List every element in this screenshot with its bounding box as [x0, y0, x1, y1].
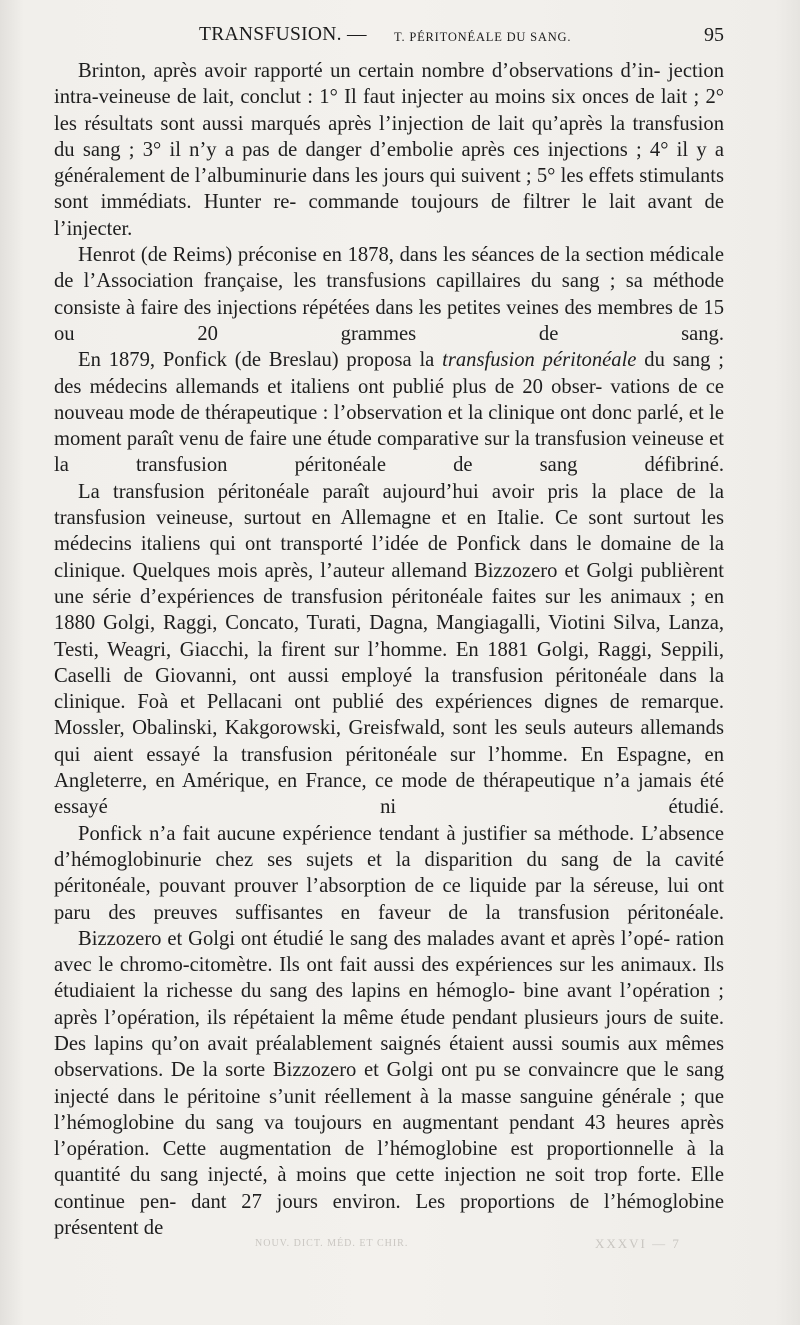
text-line: les médecins italiens qui ont transporté l’idée de Ponfick dans le domaine [54, 507, 725, 556]
paragraph-italian-physicians [54, 479, 724, 821]
signature-number: XXXVI — 7 [595, 1236, 681, 1251]
text-line: publièrent une série d’expériences de transfusion péritonéale faites sur [54, 559, 724, 608]
text-line: la transfusion péritonéale dans la clinique. Foà et Pellacani ont publié [54, 664, 725, 714]
text-line: La transfusion péritonéale paraît aujourd’hui avoir pris la place de la [78, 480, 724, 503]
text-line: réellement à la masse sanguine générale ; que l’hémoglobine du sang va [54, 1085, 724, 1134]
page-number: 95 [704, 24, 724, 46]
text-line: pendant plusieurs jours de suite. Des lapins qu’on avait préalablement [54, 1006, 724, 1055]
text-line: toujours en augmentant pendant 43 heures après l’opération. Cette [54, 1111, 724, 1161]
paragraph-ponfick-method [54, 821, 724, 926]
paragraph-bizzozero-golgi [54, 926, 724, 1242]
running-header [54, 24, 724, 52]
text-line: sa méthode consiste à faire des injections répétées dans les petites veines [54, 270, 724, 319]
running-title: TRANSFUSION. — [199, 24, 367, 45]
text-line: péritonéale. [627, 901, 724, 924]
text-line: du [644, 349, 665, 372]
text-line: jection intra-veineuse de lait, conclut : 1° Il faut injecter au moins six [54, 60, 724, 109]
text-line: France, ce mode de thérapeutique n’a jamais été essayé ni étudié. [54, 770, 725, 819]
text-line: Bizzozero et Golgi ont étudié le sang des malades avant et après l’opé- [78, 927, 671, 950]
text-line: la cavité péritonéale, pouvant prouver l’absorption de ce liquide par la [54, 848, 724, 898]
text-line: Viotini Silva, Lanza, Testi, Weagri, Giacchi, la firent sur l’homme. [54, 612, 724, 661]
text-line: L’absence d’hémoglobinurie chez ses sujets et la disparition du sang de [54, 822, 724, 871]
text-line: injecté, à moins que cette injection ne soit trop forte. Elle continue pen- [54, 1164, 724, 1213]
text-line: les animaux. Ils étudiaient la richesse du sang des lapins en hémoglo- [54, 954, 724, 1003]
text-line: ration avec le chromo-citomètre. Ils ont fait aussi des expériences sur [54, 927, 724, 977]
paragraph-ponfick-1879 [54, 347, 724, 478]
text-line: transfusion veineuse, surtout en Allemagne et en Italie. Ce sont surtout [54, 507, 691, 530]
text-line: des membres de 15 ou 20 grammes de sang. [54, 296, 725, 345]
text-line: sur la transfusion veineuse et la transfusion péritonéale de sang défibriné. [54, 428, 724, 477]
text-line: jours qui suivent ; 5° les effets stimulants sont immédiats. Hunter re- [54, 165, 724, 214]
text-line: Ponfick n’a fait aucune expérience tendant à justifier sa méthode. [78, 822, 635, 845]
text-line: sang ; des médecins allemands et italiens ont publié plus de 20 obser- [54, 349, 724, 398]
text-line: séreuse, lui ont paru des preuves suffisantes en faveur de la transfusion [54, 875, 724, 924]
text-line: lait qu’après la transfusion du sang ; 3° il n’y a pas de danger d’embolie [54, 112, 725, 161]
text-line: dant 27 jours environ. Les proportions de l’hémoglobine présentent de [54, 1190, 724, 1240]
text-line: bine avant l’opération ; après l’opération, ils répétaient la même étude [54, 980, 724, 1029]
signature-mark: NOUV. DICT. MÉD. ET CHIR. [255, 1238, 409, 1249]
body-text [54, 58, 724, 1241]
text-line: ont donc parlé, et le moment paraît venu de faire une étude comparative [54, 401, 725, 451]
text-line: commande toujours de filtrer le lait avant de l’injecter. [54, 191, 724, 240]
paragraph-brinton [54, 58, 724, 242]
text-line: Greisfwald, sont les seuls auteurs allemands qui aient essayé la transfusion [54, 717, 724, 766]
running-subtitle: T. PÉRITONÉALE DU SANG. [394, 30, 572, 44]
text-line: des expériences dignes de remarque. Mossler, Obalinski, Kakgorowski, [54, 691, 724, 740]
text-line: En 1879, Ponfick (de Breslau) proposa la [78, 349, 435, 372]
text-line: Brinton, après avoir rapporté un certain nombre d’observations d’in- [78, 60, 661, 82]
text-line: péritonéale sur l’homme. En Espagne, en Angleterre, en Amérique, en [54, 743, 724, 793]
text-line: En 1881 Golgi, Raggi, Seppili, Caselli de Giovanni, ont aussi employé [54, 638, 724, 687]
text-line: onces de lait ; 2° les résultats sont aussi marqués après l’injection de [54, 86, 725, 135]
text-line: saignés étaient aussi soumis aux mêmes observations. De la sorte Bizzozero [54, 1032, 724, 1082]
text-line: de la clinique. Quelques mois après, l’auteur allemand Bizzozero et Golgi [54, 533, 724, 582]
text-line: les animaux ; en 1880 Golgi, Raggi, Concato, Turati, Dagna, Mangiagalli, [54, 585, 724, 635]
paragraph-henrot [54, 242, 724, 347]
text-line: augmentation de l’hémoglobine est proportionnelle à la quantité du sang [54, 1138, 724, 1187]
text-line: Henrot (de Reims) préconise en 1878, dans les séances de la section [78, 244, 644, 267]
text-line: après ces injections ; 4° il y a généralement de l’albuminurie dans les [54, 138, 725, 188]
text-line: et Golgi ont pu se convaincre que le sang injecté dans le péritoine s’unit [54, 1059, 725, 1108]
text-line: médicale de l’Association française, les transfusions capillaires du sang ; [54, 244, 724, 293]
signature-footer [0, 1236, 800, 1256]
text-line: vations de ce nouveau mode de thérapeutique : l’observation et la clinique [54, 375, 724, 424]
italic-term: transfusion péritonéale [442, 349, 637, 372]
